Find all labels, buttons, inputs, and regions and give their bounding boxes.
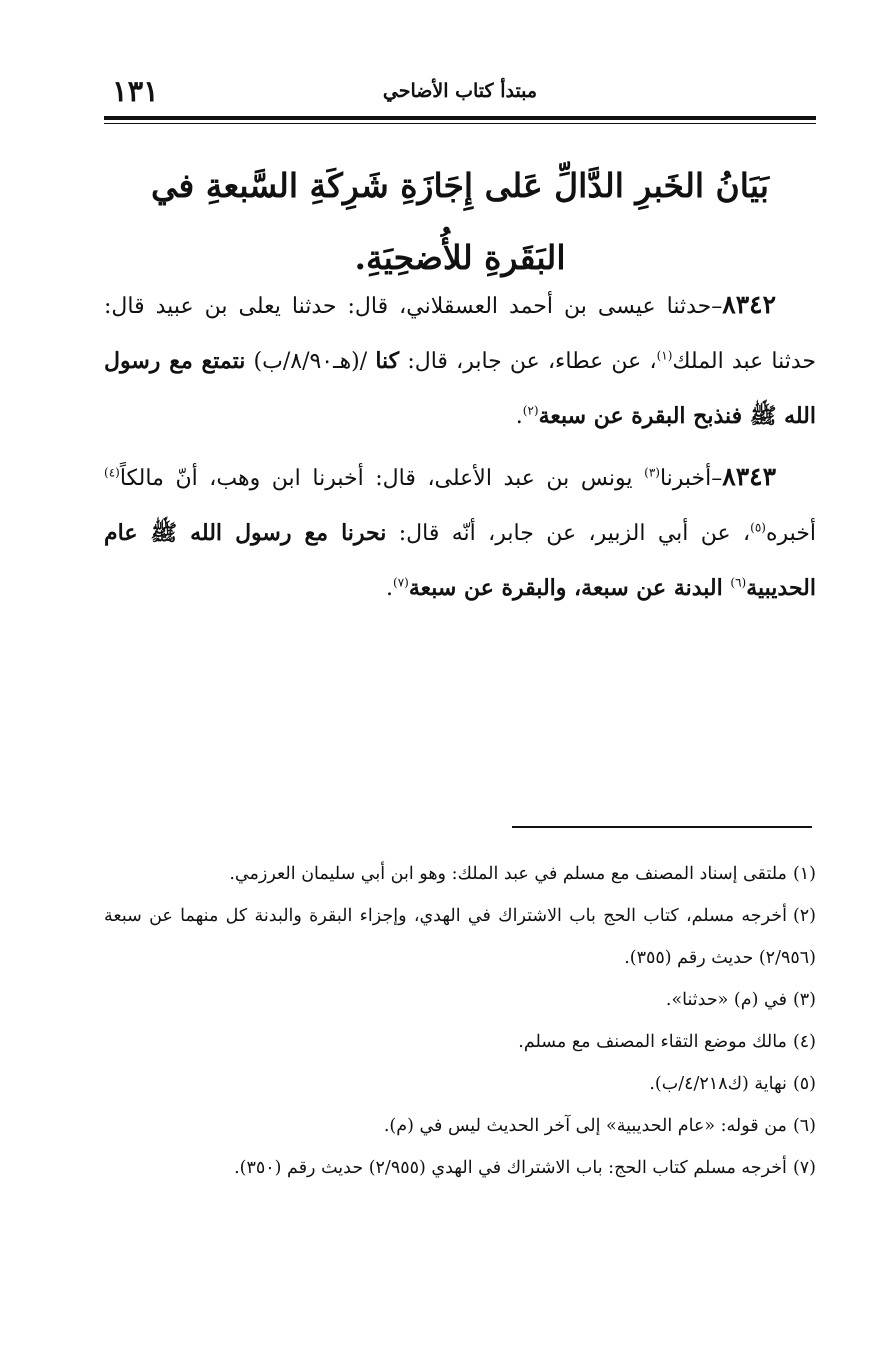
footnote-marker: (٢)	[792, 906, 816, 926]
hadith-paragraph	[104, 450, 816, 616]
footnotes	[104, 853, 816, 1189]
footnote	[104, 895, 816, 979]
footnote-ref: (٥)	[750, 520, 766, 535]
header-rule-thick	[104, 116, 816, 120]
footnote-marker: (٤)	[792, 1032, 816, 1052]
footnote-marker: (٧)	[792, 1158, 816, 1178]
hadith-number: ٨٣٤٢	[722, 290, 776, 319]
footnote-ref: (٢)	[522, 403, 539, 418]
footnote-text: ملتقى إسناد المصنف مع مسلم في عبد الملك: وهو ابن أبي سليمان العرزمي.	[229, 864, 787, 884]
isnad-text: ، عن أبي الزبير، عن جابر، أنّه قال:	[386, 521, 751, 546]
footnote-text: نهاية (ك٤/٢١٨/ب).	[649, 1074, 787, 1094]
footnote	[104, 979, 816, 1021]
isnad-text: يونس بن عبد الأعلى، قال: أخبرنا ابن وهب، أنّ مالكاً	[119, 466, 645, 491]
matn-text: نتمتع مع رسول الله ﷺ فنذبح البقرة عن سبعة	[104, 348, 816, 429]
page-number: ١٣١	[112, 74, 159, 108]
footnote	[104, 1147, 816, 1189]
end-mark: .	[515, 404, 523, 429]
isnad-text: ، عن عطاء، عن جابر، قال:	[399, 349, 657, 374]
footnote-ref: (٤)	[104, 465, 120, 480]
footnote-marker: (٣)	[792, 990, 816, 1010]
footnote-marker: (٥)	[792, 1074, 816, 1094]
footnote-text: أخرجه مسلم، كتاب الحج باب الاشتراك في الهدي، وإجزاء البقرة والبدنة كل منهما عن سبعة (٢/٩٥٦) حديث رقم (٣٥٥).	[104, 906, 816, 968]
footnote-text: من قوله: «عام الحديبية» إلى آخر الحديث ليس في (م).	[383, 1116, 787, 1136]
footnote	[104, 1021, 816, 1063]
hadith-paragraph	[104, 278, 816, 444]
page-header	[104, 72, 816, 116]
footnote-separator	[512, 826, 812, 828]
header-rule-thin	[104, 123, 816, 124]
end-mark: .	[386, 576, 394, 601]
footnote-ref: (٧)	[393, 575, 409, 590]
footnote-text: أخرجه مسلم كتاب الحج: باب الاشتراك في الهدي (٢/٩٥٥) حديث رقم (٣٥٠).	[234, 1158, 787, 1178]
footnote	[104, 1063, 816, 1105]
footnote-ref: (٦)	[730, 575, 747, 590]
footnote-ref: (٣)	[644, 465, 660, 480]
footnote-text: مالك موضع التقاء المصنف مع مسلم.	[518, 1032, 787, 1052]
footnote	[104, 1105, 816, 1147]
hadith-number: ٨٣٤٣	[722, 462, 776, 491]
manuscript-reference: /(هـ٨/٩٠/ب)	[245, 349, 376, 374]
isnad-text: –حدثنا عيسى بن أحمد العسقلاني، قال: حدثنا يعلى بن عبيد قال: حدثنا عبد الملك	[104, 294, 816, 374]
matn-text: كنا	[375, 348, 400, 374]
matn-text: البدنة عن سبعة، والبقرة عن سبعة	[408, 575, 731, 601]
isnad-text: أخبره	[765, 521, 816, 546]
chapter-title: بَيَانُ الخَبرِ الدَّالِّ عَلى إِجَازَةِ شَرِكَةِ السَّبعةِ في البَقَرةِ للأُضحِيَةِ.	[151, 166, 769, 277]
footnote	[104, 853, 816, 895]
footnote-ref: (١)	[656, 348, 673, 363]
running-title: مبتدأ كتاب الأضاحي	[382, 80, 538, 102]
isnad-text: –أخبرنا	[659, 466, 723, 491]
matn-text: نحرنا مع رسول الله ﷺ عام الحديبية	[104, 520, 816, 601]
footnote-text: في (م) «حدثنا».	[665, 990, 787, 1010]
footnote-marker: (١)	[792, 864, 816, 884]
main-text	[104, 278, 816, 622]
footnote-marker: (٦)	[792, 1116, 816, 1136]
